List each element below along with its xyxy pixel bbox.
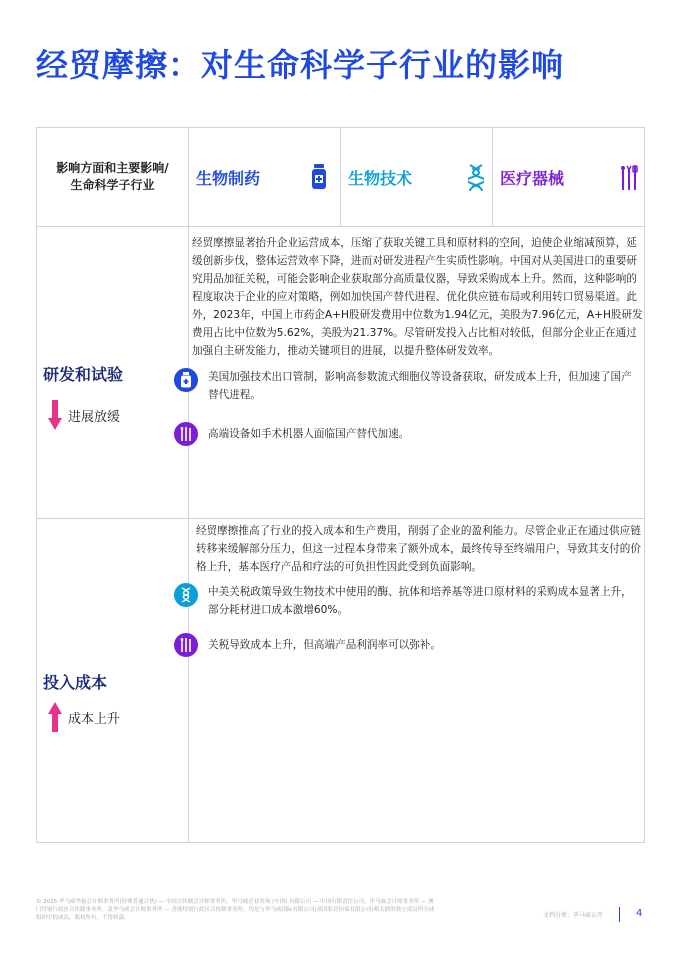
column-header-biopharma: [196, 128, 336, 226]
arrow-up-icon: [48, 702, 62, 732]
footer-divider: [619, 907, 620, 922]
row-label-rnd: 研发和试验: [43, 365, 124, 384]
surgical-tools-icon: [174, 633, 198, 657]
trend-label: 成本上升: [68, 711, 121, 727]
arrow-down-icon: [48, 400, 62, 430]
medicine-bottle-icon: [310, 164, 328, 190]
impact-bullet: [174, 422, 634, 446]
table-header-label-text: 影响方面和主要影响/ 生命科学子行业: [56, 161, 169, 192]
trend-indicator-down: [48, 400, 120, 430]
impact-bullet-text: 高端设备如手术机器人面临国产替代加速。: [208, 428, 410, 440]
impact-bullet-text: 关税导致成本上升，但高端产品利润率可以弥补。: [208, 639, 442, 651]
table-divider: [492, 128, 493, 226]
column-header-medtech: [500, 128, 640, 226]
row-label-input-cost: 投入成本: [43, 673, 108, 692]
impact-bullet-text: 中美关税政策导致生物技术中使用的酶、抗体和培养基等进口原材料的采购成本显著上升，部分耗材进口成本激增60%。: [208, 586, 632, 616]
surgical-tools-icon: [174, 422, 198, 446]
impact-bullet: [174, 368, 634, 404]
table-divider: [37, 226, 644, 227]
table-divider: [340, 128, 341, 226]
page-title: 经贸摩擦：对生命科学子行业的影响: [36, 46, 565, 84]
table-divider: [37, 518, 644, 519]
impact-bullet: [174, 633, 634, 657]
column-header-label: 生物技术: [348, 168, 413, 188]
impact-bullet-text: 美国加强技术出口管制，影响高参数流式细胞仪等设备获取，研发成本上升，但加速了国产替代进程。: [208, 371, 632, 401]
column-header-label: 生物制药: [196, 168, 261, 188]
medicine-bottle-icon: [174, 368, 198, 392]
column-header-label: 医疗器械: [500, 168, 565, 188]
impact-bullet: [174, 583, 634, 619]
trend-indicator-up: [48, 702, 120, 732]
document-classification: 文档分类：毕马威公开: [543, 912, 604, 919]
footer-legal-text: © 2025 毕马威华振会计师事务所(特殊普通合伙) — 中国合伙制会计师事务所，毕马威企业咨询 (中国) 有限公司 — 中国有限责任公司，毕马威会计师事务所 — 澳门特别行政区合伙制事务所，及毕马威会计师事务所 — 香港特别行政区合伙制事务所，均是与毕马威国际有限公司(英国私营担保有限公司)相关联的独立成员所全球组织中的成员。版权所有，不得转载。: [36, 899, 435, 921]
surgical-tools-icon: [620, 164, 638, 192]
page-number: 4: [636, 908, 643, 919]
trend-label: 进展放缓: [68, 409, 121, 425]
dna-icon: [174, 583, 198, 607]
column-header-biotech: [348, 128, 488, 226]
dna-icon: [468, 164, 484, 192]
table-divider: [188, 128, 189, 842]
row-paragraph: 经贸摩擦推高了行业的投入成本和生产费用，削弱了企业的盈利能力。尽管企业正在通过供应链转移来缓解部分压力，但这一过程本身带来了额外成本，最终传导至终端用户，导致其支付的价格上升，基本医疗产品和疗法的可负担性因此受到负面影响。: [196, 525, 641, 573]
row-paragraph: 经贸摩擦显著抬升企业运营成本，压缩了获取关键工具和原材料的空间，迫使企业缩减预算，延缓创新步伐，整体运营效率下降，进而对研发进程产生实质性影响。中国对从美国进口的重要研究用品加征关税，可能会影响企业获取部分高质量仪器，导致采购成本上升。然而，这种影响的程度取决于企业的应对策略，例如加快国产替代进程、优化供应链布局或利用转口贸易渠道。此外，2023年，中国上市药企A+H股研发费用中位数为1.94亿元，美股为7.96亿元，A+H股研发费用占比中位数为5.62%，美股为21.37%。尽管研发投入占比相对较低，但部分企业正在通过加强自主研发能力，推动关键项目的进展，以提升整体研发效率。: [192, 237, 643, 357]
table-header-label: [37, 128, 188, 226]
